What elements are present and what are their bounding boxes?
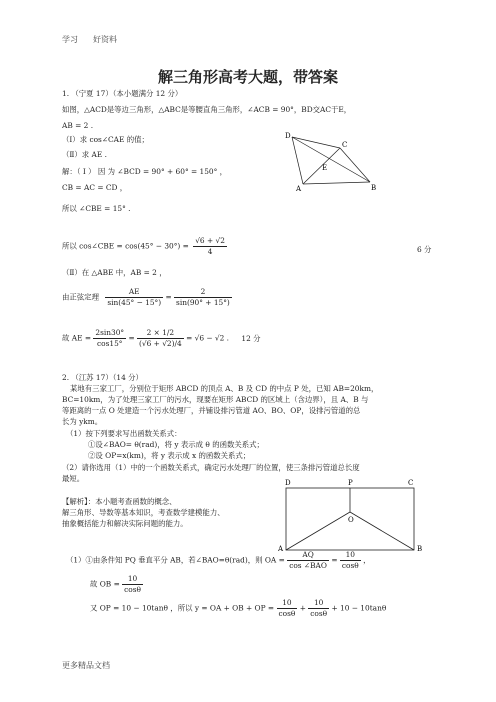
solution3-num2: 10 xyxy=(308,598,329,609)
solution3-num1: 10 xyxy=(277,598,298,609)
ae-answer-den2: (√6 + √2)/4 xyxy=(139,339,182,348)
sine-rule-line xyxy=(62,287,232,308)
solution3-den2: cosθ xyxy=(310,609,328,618)
problem1-solution-line3: 所以 ∠CBE = 15° . xyxy=(62,204,131,213)
rectangle-figure xyxy=(278,478,426,556)
label-C: C xyxy=(408,479,414,487)
solution1-equals: = xyxy=(331,555,338,565)
solution2-num: 10 xyxy=(122,574,143,585)
sine-rule-den2: sin(90° + 15°) xyxy=(176,298,230,307)
segment-AB xyxy=(303,182,370,184)
problem2-question1: （1）按下列要求写出函数关系式： xyxy=(66,429,182,438)
ae-answer-den1: cos15° xyxy=(96,339,123,348)
ae-answer-prefix: 故 AE = xyxy=(62,333,92,343)
segment-DC xyxy=(292,137,340,148)
problem1-statement-line1: 如图，△ACD是等边三角形，△ABC是等腰直角三角形，∠ACB = 90°，BD交AC于E， xyxy=(62,105,352,114)
solution1-line xyxy=(66,550,370,571)
solution3-plus: + xyxy=(299,603,306,613)
solution3-prefix: 又 OP = 10 − 10tanθ ，所以 y = OA + OB + OP = xyxy=(90,603,275,613)
solution3-den1: cosθ xyxy=(278,609,296,618)
sine-rule-fraction1 xyxy=(105,287,163,308)
cos-result-prefix: 所以 cos∠CBE = cos(45° − 30°) = xyxy=(62,241,189,251)
label-C: C xyxy=(342,141,348,149)
cos-result-denominator: 4 xyxy=(207,247,213,256)
solution1-fraction2 xyxy=(340,550,361,571)
problem2-heading: 2. （江苏 17）（14 分） xyxy=(62,373,143,382)
ae-answer-result: = √6 − √2 . xyxy=(186,333,230,343)
solution2-fraction xyxy=(122,574,143,595)
label-A: A xyxy=(296,185,302,192)
problem1-part2-line: （Ⅱ）在 △ABE 中，AB = 2 ， xyxy=(62,268,167,277)
segment-DB xyxy=(292,137,370,182)
label-B: B xyxy=(417,545,423,553)
ae-answer-num1: 2sin30° xyxy=(95,328,125,337)
analysis-line3: 抽象概括能力和解决实际问题的能力。 xyxy=(62,519,188,528)
label-E: E xyxy=(322,164,328,172)
segment-BO xyxy=(350,512,414,550)
solution3-fraction1 xyxy=(277,598,298,619)
solution1-den1: cos ∠BAO xyxy=(289,561,327,570)
score-12: 12 分 xyxy=(241,333,261,343)
solution1-prefix: （1）①由条件知 PQ 垂直平分 AB，若∠BAO=θ(rad)，则 xyxy=(66,555,263,565)
sine-rule-den1: sin(45° − 15°) xyxy=(107,298,162,307)
problem2-question2-line2: 最短。 xyxy=(62,474,85,483)
problem1-question2: （Ⅱ）求 AE . xyxy=(62,150,107,159)
label-B: B xyxy=(371,184,377,192)
sine-rule-fraction2 xyxy=(174,287,232,308)
problem2-text-line3: 等距离的一点 O 处建造一个污水处理厂，并铺设排污管道 AO、BO、OP，设排污管道的总 xyxy=(62,406,361,415)
problem2-question2-line1: （2）请你选用（1）中的一个函数关系式，确定污水处理厂的位置，使三条排污管道总长度 xyxy=(62,463,360,472)
solution2-prefix: 故 OB = xyxy=(90,579,120,589)
solution1-lhs: OA = xyxy=(264,555,285,565)
sine-rule-num2: 2 xyxy=(174,287,232,298)
label-P: P xyxy=(348,479,353,487)
segment-CB xyxy=(340,148,370,182)
problem2-text-line4: 长为 ykm。 xyxy=(62,417,103,426)
cos-result-line xyxy=(62,236,227,257)
solution2-line xyxy=(90,574,143,595)
label-D: D xyxy=(285,132,291,140)
cos-result-numerator: √6 + √2 xyxy=(195,236,225,245)
problem1-question1: （Ⅰ）求 cos∠CAE 的值； xyxy=(62,135,149,144)
header-right: 好资料 xyxy=(93,35,117,44)
analysis-line2: 解三角形、导数等基本知识，考查数学建模能力、 xyxy=(62,508,225,517)
footer-text: 更多精品文档 xyxy=(62,661,110,670)
problem1-heading: 1. （宁夏 17）（本小题满分 12 分） xyxy=(62,89,183,98)
sine-rule-equals: = xyxy=(165,292,172,302)
solution1-post: ， xyxy=(363,555,371,565)
segment-DA xyxy=(292,137,303,184)
page-title: 解三角形高考大题，带答案 xyxy=(157,68,338,86)
problem2-question1a: ①设∠BAO= θ(rad)，将 y 表示成 θ 的函数关系式； xyxy=(88,440,264,449)
cos-result-fraction xyxy=(193,236,227,257)
problem1-solution-line1: 解：（ Ⅰ ） 因 为 ∠BCD = 90° + 60° = 150° ， xyxy=(62,167,228,176)
ae-answer-num2: 2 × 1/2 xyxy=(137,328,184,339)
triangle-figure xyxy=(282,130,382,192)
solution3-line xyxy=(90,598,386,619)
solution1-fraction1 xyxy=(287,550,329,571)
solution2-den: cosθ xyxy=(124,585,141,594)
ae-answer-fraction1 xyxy=(93,328,126,349)
score-6: 6 分 xyxy=(417,245,432,254)
solution1-num1: AQ xyxy=(287,550,329,561)
ae-answer-line: 故 AE = $\frac{2\sin 30^\circ}{\cos 15^\circ}$ = $\frac{2 \times 1/2}{(√6 + √2)/4}$ = √6 − √2 . 12 分 xyxy=(62,328,261,348)
sine-rule-num1: AE xyxy=(105,287,163,298)
sine-rule-prefix: 由正弦定理 xyxy=(62,292,99,302)
label-D: D xyxy=(285,479,291,487)
solution3-post: + 10 − 10tanθ xyxy=(331,603,387,613)
label-O: O xyxy=(348,516,354,524)
problem2-question1b: ②设 OP=x(km)，将 y 表示成 x 的函数关系式； xyxy=(88,451,251,460)
ae-answer-fraction2 xyxy=(137,328,184,349)
problem1-statement-line2: AB = 2 . xyxy=(62,121,94,130)
solution1-den2: cosθ xyxy=(341,561,359,570)
header-left: 学习 xyxy=(62,35,78,44)
problem2-text-line1: 某地有三家工厂，分别位于矩形 ABCD 的顶点 A、B 及 CD 的中点 P 处，已知 AB=20km， xyxy=(70,384,379,393)
problem2-text-line2: BC=10km，为了处理三家工厂的污水，现要在矩形 ABCD 的区域上（含边界），且 A、B 与 xyxy=(62,395,369,404)
solution1-num2: 10 xyxy=(340,550,361,561)
segment-AO xyxy=(286,512,350,550)
label-A: A xyxy=(278,545,284,553)
problem1-solution-line2: CB = AC = CD ， xyxy=(62,183,128,192)
analysis-line1: 【解析】：本小题考查函数的概念、 xyxy=(62,497,177,506)
solution3-fraction2 xyxy=(308,598,329,619)
